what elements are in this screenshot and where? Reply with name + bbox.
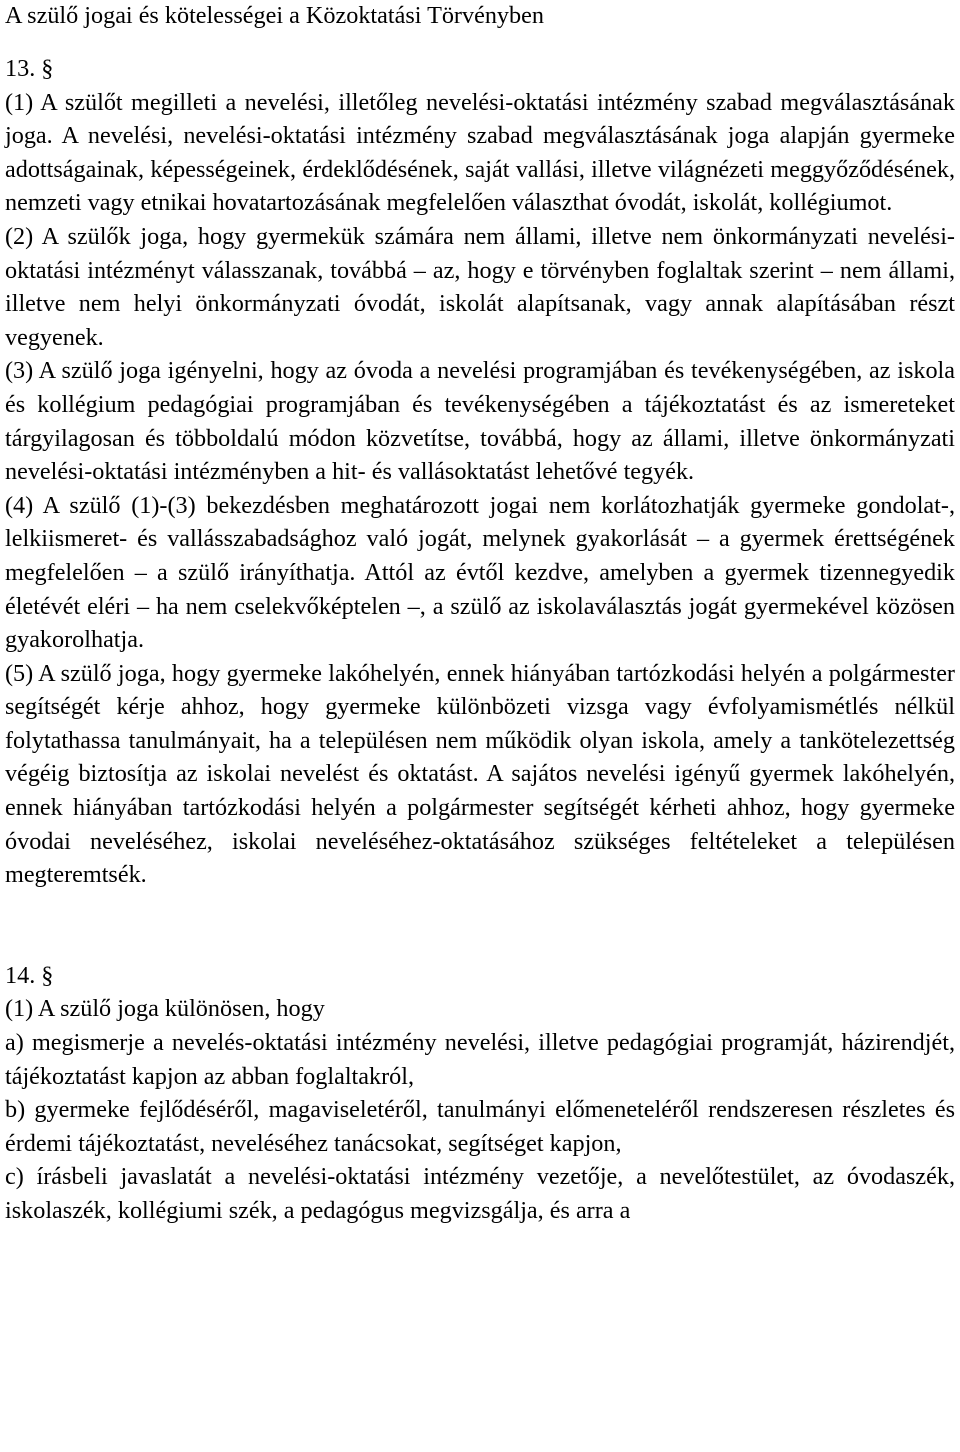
document-title: A szülő jogai és kötelességei a Közoktatási Törvényben: [5, 2, 544, 29]
document-page: [5, 0, 955, 1228]
paragraph-13-1: (1) A szülőt megilleti a nevelési, illetőleg nevelési-oktatási intézmény szabad megválasztásának joga. A nevelési, nevelési-oktatási intézmény szabad megválasztásának joga alapján gyermeke adottságainak, képességeinek, érdeklődésének, saját vallási, illetve világnézeti meggyőződésének, nemzeti vagy etnikai hovatartozásának megfelelően választhat óvodát, iskolát, kollégiumot.: [5, 88, 955, 217]
section-spacer: [5, 892, 955, 959]
paragraph-14-1-a: a) megismerje a nevelés-oktatási intézmény nevelési, illetve pedagógiai programját, házirendjét, tájékoztatást kapjon az abban foglaltakról,: [5, 1029, 955, 1090]
paragraph-13-3: (3) A szülő joga igényelni, hogy az óvoda a nevelési programjában és tevékenységében, az iskola és kollégium pedagógiai programjában és tevékenységében a tájékoztatást és az ismereteket tárgyilagosan és többoldalú módon közvetítse, továbbá, hogy az állami, illetve önkormányzati nevelési-oktatási intézményben a hit- és vallásoktatást lehetővé tegyék.: [5, 357, 955, 486]
paragraph-14-1-b: b) gyermeke fejlődéséről, magaviseletéről, tanulmányi előmeneteléről rendszeresen részletes és érdemi tájékoztatást, neveléséhez tanácsokat, segítséget kapjon,: [5, 1096, 955, 1157]
section-13: [5, 52, 955, 892]
paragraph-14-1-c: c) írásbeli javaslatát a nevelési-oktatási intézmény vezetője, a nevelőtestület, az óvodaszék, iskolaszék, kollégiumi szék, a pedagógus megvizsgálja, és arra a: [5, 1163, 955, 1224]
section-number: 13. §: [5, 55, 54, 82]
section-14: [5, 959, 955, 1228]
paragraph-14-1: (1) A szülő joga különösen, hogy: [5, 995, 325, 1023]
paragraph-13-5: (5) A szülő joga, hogy gyermeke lakóhelyén, ennek hiányában tartózkodási helyén a polgármester segítségét kérje ahhoz, hogy gyermeke különbözeti vizsga vagy évfolyamismétlés nélkül folytathassa tanulmányait, ha a településen nem működik olyan iskola, amely a tankötelezettség végéig biztosítja az iskolai nevelést és oktatást. A sajátos nevelési igényű gyermek lakóhelyén, ennek hiányában tartózkodási helyén a polgármester segítségét kérheti ahhoz, hogy gyermeke óvodai neveléséhez, iskolai neveléséhez-oktatásához szükséges feltételeket a településen megteremtsék.: [5, 659, 955, 889]
paragraph-13-4: (4) A szülő (1)-(3) bekezdésben meghatározott jogai nem korlátozhatják gyermeke gondolat-, lelkiismeret- és vallásszabadsághoz való jogát, melynek gyakorlását – a gyermek érettségének megfelelően – a szülő irányíthatja. Attól az évtől kezdve, amelyben a gyermek tizennegyedik életévét eléri – ha nem cselekvőképtelen –, a szülő az iskolaválasztás jogát gyermekével közösen gyakorolhatja.: [5, 491, 955, 654]
paragraph-13-2: (2) A szülők joga, hogy gyermekük számára nem állami, illetve nem önkormányzati nevelési-oktatási intézményt válasszanak, továbbá – az, hogy e törvényben foglaltak szerint – nem állami, illetve nem helyi önkormányzati óvodát, iskolát alapítsanak, vagy annak alapításában részt vegyenek.: [5, 222, 955, 351]
section-number: 14. §: [5, 961, 54, 989]
